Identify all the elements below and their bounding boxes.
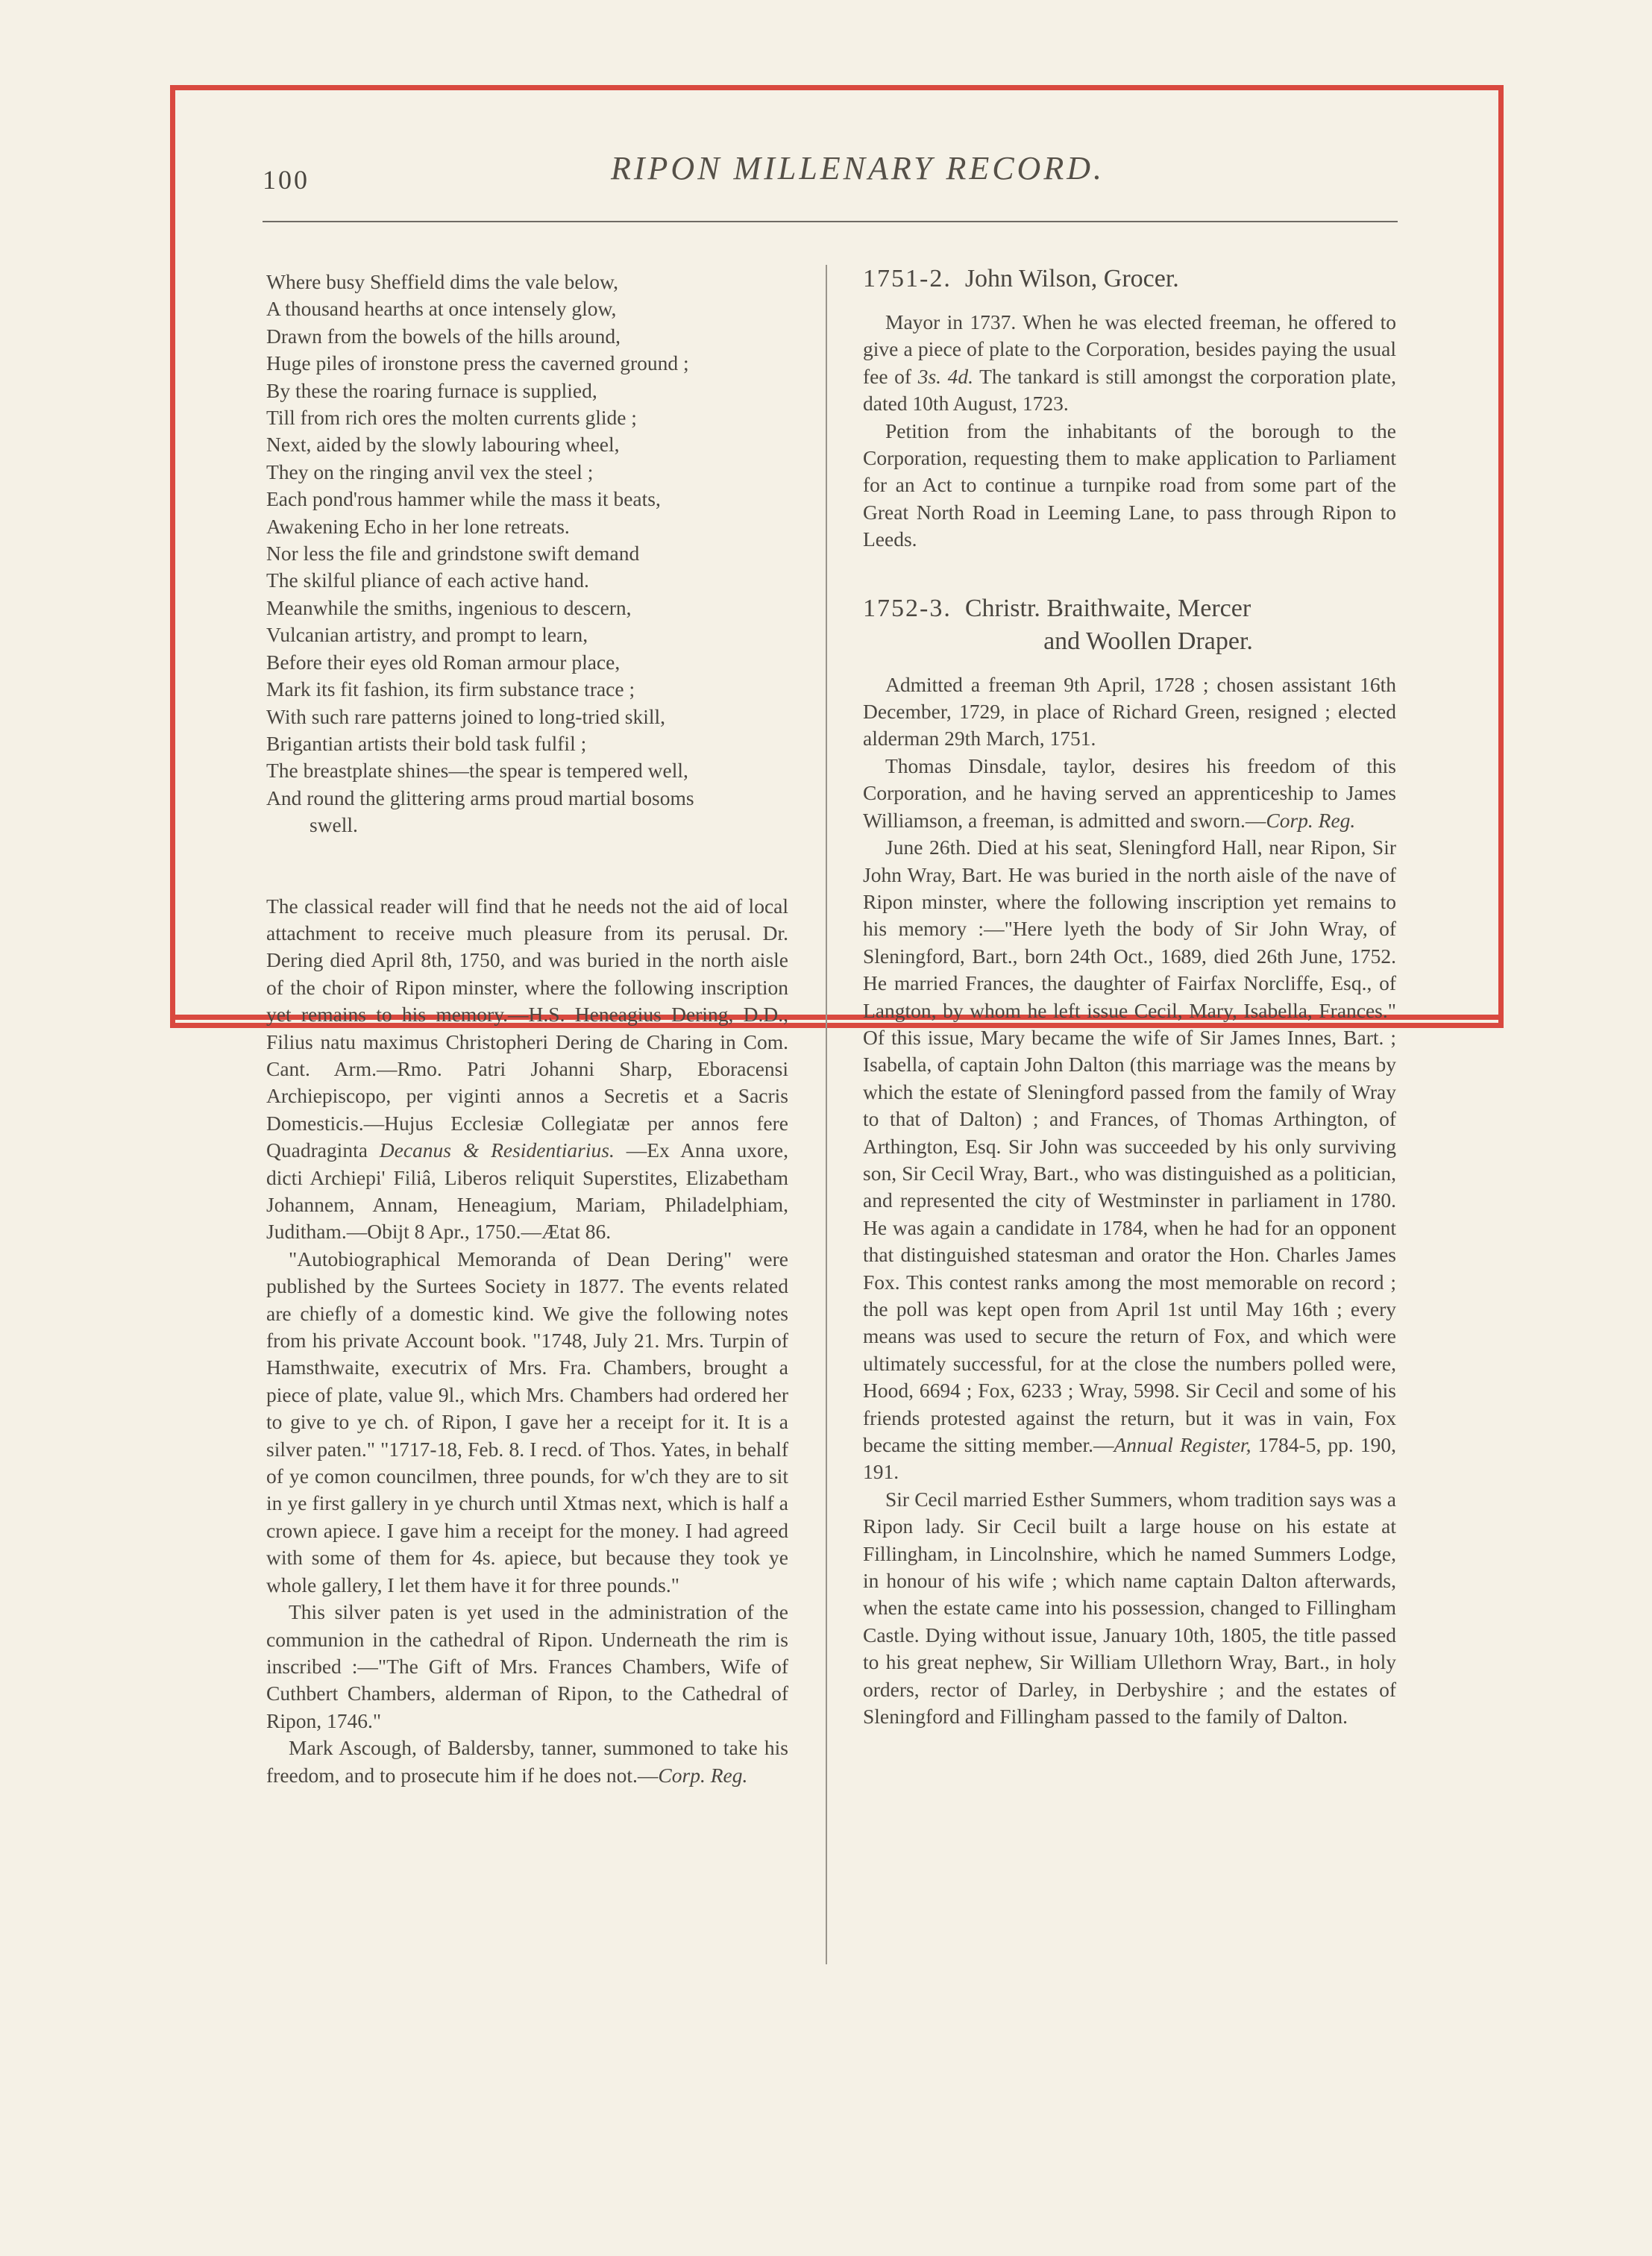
poem-line: The skilful pliance of each active hand. (266, 568, 589, 592)
left-column (266, 269, 788, 1789)
paragraph-paten: This silver paten is yet used in the administration of the communion in the cathedral of Ripon. Underneath the rim is inscribed :—"The Gift of Mrs. Frances Chambers, Wife of Cuthbert Chambers, alderman of Ripon, to the Cathedral of Ripon, 1746." (266, 1600, 788, 1732)
poem-line: A thousand hearths at once intensely glow, (266, 297, 617, 321)
header-rule (263, 221, 1398, 222)
poem-line: Where busy Sheffield dims the vale below, (266, 270, 618, 293)
column-rule (826, 265, 827, 1964)
poem-line: Each pond'rous hammer while the mass it beats, (266, 487, 661, 511)
right-column (863, 263, 1396, 1731)
poem-line: Meanwhile the smiths, ingenious to descern, (266, 595, 632, 619)
entry-wilson (863, 309, 1396, 554)
poem-line: Before their eyes old Roman armour place, (266, 650, 621, 674)
poem-line: With such rare patterns joined to long-tried skill, (266, 704, 666, 728)
paragraph-petition: Petition from the inhabitants of the borough to the Corporation, requesting them to make application to Parliament for an Act to continue a turnpike road from some part of the Great North Road in Leeming Lane, to pass through Ripon to Leeds. (863, 419, 1396, 551)
page-number: 100 (263, 165, 310, 195)
paragraph-memoranda: "Autobiographical Memoranda of Dean Dering" were published by the Surtees Society in 1877. The events related are chiefly of a domestic kind. We give the following notes from his private Account book. "1748, July 21. Mrs. Turpin of Hamsthwaite, executrix of Mrs. Fra. Chambers, brought a piece of plate, value 9l., which Mrs. Chambers had ordered her to give to ye ch. of Ripon, I gave her a receipt for it. It is a silver paten." "1717-18, Feb. 8. I recd. of Thos. Yates, in behalf of ye comon councilmen, three pounds, for w'ch they are to sit in ye first gallery in ye church until Xtmas next, which is half a crown apiece. I gave him a receipt for the money. I had agreed with some of them for 4s. apiece, but because they took ye whole gallery, I let them have it for three pounds." (266, 1247, 788, 1597)
poem (266, 269, 788, 839)
paragraph-ascough: Mark Ascough, of Baldersby, tanner, summoned to take his freedom, and to prosecute him if he does not.—Corp. Reg. (266, 1736, 788, 1787)
poem-line: The breastplate shines—the spear is tempered well, (266, 759, 688, 783)
paragraph-dering: The classical reader will find that he needs not the aid of local attachment to receive much pleasure from its perusal. Dr. Dering died April 8th, 1750, and was buried in the north aisle of the choir of Ripon minster, where the following inscription yet remains to his memory.—H.S. Heneagius Dering, D.D., Filius natu maximus Christopheri Dering de Charing in Com. Cant. Arm.—Rmo. Patri Johanni Sharp, Eboracensi Archiepiscopo, per viginti annos a Secretis et a Sacris Domesticis.—Hujus Ecclesiæ Collegiatæ per annos fere Quadraginta Decanus & Residentiarius. —Ex Anna uxore, dicti Archiepi' Filiâ, Liberos reliquit Superstites, Elizabetham Johannem, Annam, Heneagium, Mariam, Philadelphiam, Juditham.—Obijt 8 Apr., 1750.—Ætat 86. (266, 894, 788, 1244)
poem-line: Huge piles of ironstone press the caverned ground ; (266, 351, 689, 375)
left-prose (266, 893, 788, 1789)
poem-line: Mark its fit fashion, its firm substance trace ; (266, 677, 635, 701)
poem-line: Awakening Echo in her lone retreats. (266, 514, 570, 538)
poem-turnover: swell. (310, 813, 358, 837)
poem-line: And round the glittering arms proud martial bosoms (266, 786, 694, 809)
paragraph-wray: June 26th. Died at his seat, Sleningford Hall, near Ripon, Sir John Wray, Bart. He was buried in the north aisle of the nave of Ripon minster, where the following inscription yet remains to his memory :—"Here lyeth the body of Sir John Wray, of Sleningford, Bart., born 24th Oct., 1689, died 26th June, 1752. He married Frances, the daughter of Fairfax Norcliffe, Esq., of Langton, by whom he left issue Cecil, Mary, Isabella, Frances." Of this issue, Mary became the wife of Sir James Innes, Bart. ; Isabella, of captain John Dalton (this marriage was the means by which the estate of Sleningford passed from the family of Wray to that of Dalton) ; and Frances, of Thomas Arthington, of Arthington, Esq. Sir John was succeeded by his only surviving son, Sir Cecil Wray, Bart., who was distinguished as a politician, and represented the city of Westminster in parliament in 1780. He was again a candidate in 1784, when he had for an opponent that distinguished statesman and orator the Hon. Charles James Fox. This contest ranks among the most memorable on record ; the poll was kept open from April 1st until May 16th ; every means was used to secure the return of Fox, and which were ultimately successful, for at the close the numbers polled were, Hood, 6694 ; Fox, 6233 ; Wray, 5998. Sir Cecil and some of his friends protested against the return, but it was in vain, Fox became the sitting member.—Annual Register, 1784-5, pp. 190, 191. (863, 836, 1396, 1484)
poem-line: Nor less the file and grindstone swift demand (266, 542, 640, 565)
poem-line: Till from rich ores the molten currents glide ; (266, 406, 637, 430)
entry-heading-braithwaite: 1752-3. Christr. Braithwaite, Mercer and Woollen Draper. (863, 594, 1253, 655)
paragraph-summers: Sir Cecil married Esther Summers, whom tradition says was a Ripon lady. Sir Cecil built a large house on his estate at Fillingham, in Lincolnshire, which he named Summers Lodge, in honour of his wife ; which name captain Dalton afterwards, when the estate came into his possession, changed to Fillingham Castle. Dying without issue, January 10th, 1805, the title passed to his great nephew, Sir William Ullethorn Wray, Bart., in holy orders, rector of Darley, in Derbyshire ; and the estates of Sleningford and Fillingham passed to the family of Dalton. (863, 1487, 1396, 1729)
poem-line: By these the roaring furnace is supplied, (266, 378, 597, 402)
running-title: RIPON MILLENARY RECORD. (611, 150, 1105, 187)
paragraph-mayor: Mayor in 1737. When he was elected freeman, he offered to give a piece of plate to the Corporation, besides paying the usual fee of 3s. 4d. The tankard is still amongst the corporation plate, dated 10th August, 1723. (863, 310, 1397, 416)
entry-braithwaite (863, 671, 1396, 1731)
paragraph-dinsdale: Thomas Dinsdale, taylor, desires his freedom of this Corporation, and he having served an apprenticeship to James Williamson, a freeman, is admitted and sworn.—Corp. Reg. (863, 753, 1396, 832)
paragraph-admitted: Admitted a freeman 9th April, 1728 ; chosen assistant 16th December, 1729, in place of Richard Green, resigned ; elected alderman 29th March, 1751. (863, 672, 1396, 751)
entry-heading-wilson: 1751-2. John Wilson, Grocer. (863, 265, 1179, 292)
poem-line: Brigantian artists their bold task fulfil ; (266, 731, 587, 755)
poem-line: Next, aided by the slowly labouring wheel, (266, 433, 620, 457)
poem-line: They on the ringing anvil vex the steel ; (266, 460, 594, 483)
poem-line: Drawn from the bowels of the hills around, (266, 324, 621, 348)
poem-line: Vulcanian artistry, and prompt to learn, (266, 623, 588, 647)
